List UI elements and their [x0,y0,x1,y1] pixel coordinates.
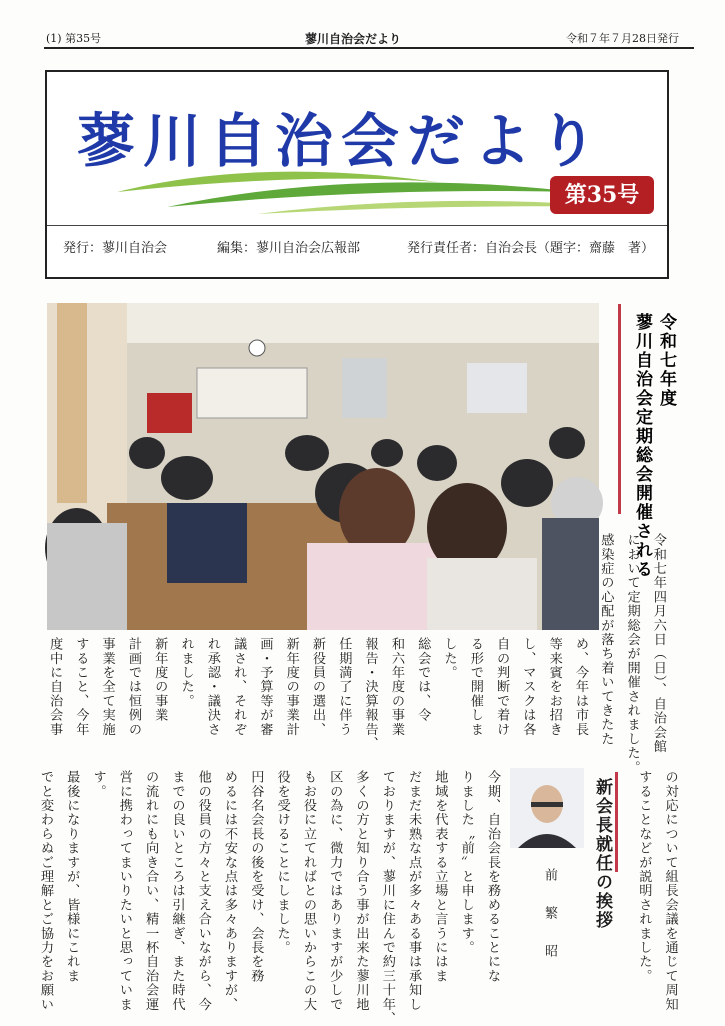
issue-date: 令和７年７月28日発行 [566,32,679,45]
issue-badge: 第35号 [550,176,654,214]
masthead-title: 蓼川自治会だより [77,107,606,175]
meeting-photo [47,303,599,630]
masthead [45,70,669,279]
paper-name: 蓼川自治会だより [305,32,402,46]
page-issue: (1) 第35号 [46,32,102,45]
article1-continuation: の対応について組長会議を通じて周知 することなどが説明されました。 [636,770,678,1012]
headline-line: 令和七年度 [656,313,676,408]
editor: 編集：蓼川自治会広報部 [217,241,361,256]
article2-body: 今期、自治会長を務めることにな りました〝前〟と申します。 地域を代表する立場と言うにはま だまだ未熟な点が多々ある事は承知し ておりますが、蓼川に住んで約三十年、 多くの方と知り合う事が出来た蓼川地 区の為に、微力ではありますが少しで もお役に立てればとの思いからこの大 役を受けることにしました。 円谷名会長の後を受け、会長を務 めるには不安な点は多々ありますが、 他の役員の方々と支え合いながら、今 までの良いところは引継ぎ、また時代 の流れにも向き合い、精一杯自治会運 営に携わってまいりたいと思っていま す。 最後になりますが、皆様にこれま でと変わらぬご理解とご協力をお願い [37,770,500,1026]
masthead-divider [47,225,667,226]
header-rule [44,47,694,49]
headline-line: 蓼川自治会定期総会開催される [632,313,652,579]
responsible: 発行責任者：自治会長 [407,241,538,256]
article2-headline: 新会長就任の挨拶 [592,778,612,930]
calligraphy-credit: （題字：齋藤 著） [537,241,655,256]
headline-bar [618,304,621,514]
article2-author: 前 繁 昭 [542,868,557,963]
publisher: 発行：蓼川自治会 [63,241,168,256]
article1-right-text: 令和七年四月六日（日）、自治会館 において定期総会が開催されました。 感染症の心配が落ち着いてきたた [598,533,666,775]
article1-upper-text: め、今年は市長 等来賓をお招き し、マスクは各 自の判断で着け る形で開催しま した。 総会では、令 和六年度の事業 報告・決算報告、 任期満了に伴う 新役員の選出、 新年度の事業計 画・予算等が審 議され、それぞ れ承認・議決さ れました。 新年度の事業 計画では恒例の 事業を全て実施 すること、今年 度中に自治会事 [47,637,588,751]
portrait-photo [510,768,584,848]
article2-headline-bar [615,772,618,872]
